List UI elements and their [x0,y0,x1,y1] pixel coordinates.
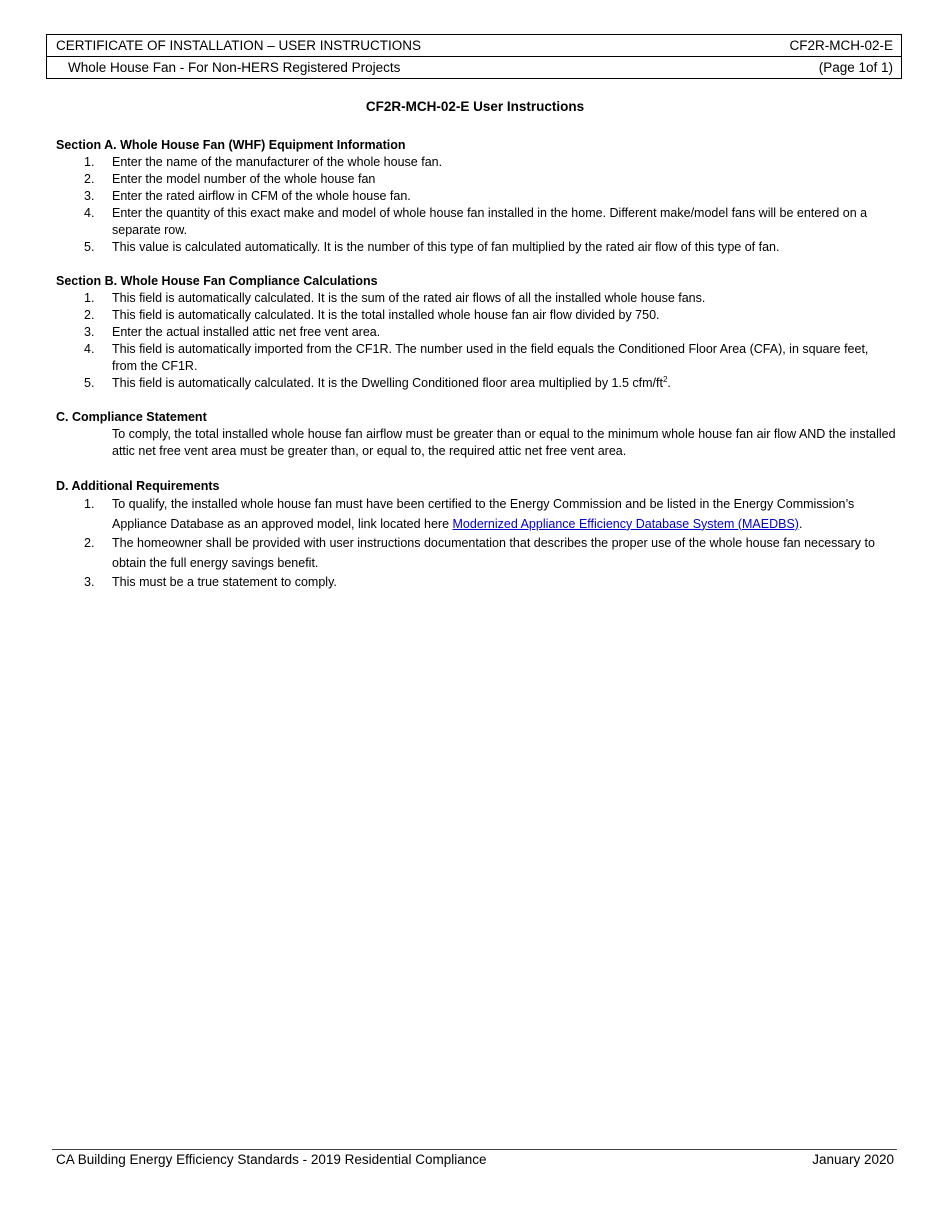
footer-standards: CA Building Energy Efficiency Standards - 2019 Residential Compliance [56,1152,487,1167]
document-title: CF2R-MCH-02-E User Instructions [365,99,585,114]
section-a [56,137,896,256]
maedbs-link[interactable]: Modernized Appliance Efficiency Database System (MAEDBS) [452,516,799,531]
item-text: To qualify, the installed whole house fan must have been certified to the Energy Commission and be listed in the Energy Commission’s Appliance Database as an approved model, link located here [112,497,855,531]
section-d-heading: D. Additional Requirements [56,479,220,493]
list-item [56,307,896,324]
form-title: CERTIFICATE OF INSTALLATION – USER INSTRUCTIONS [56,38,422,53]
superscript: 2 [662,374,668,384]
item-number: 1. [84,155,95,169]
list-item [56,534,896,573]
item-tail: . [798,516,803,531]
footer-divider [52,1149,897,1150]
item-text: Enter the rated airflow in CFM of the whole house fan. [112,189,411,203]
item-number: 3. [84,575,95,589]
item-text: This must be a true statement to comply. [112,575,337,589]
list-item [56,324,896,341]
item-text: The homeowner shall be provided with user instructions documentation that describes the proper use of the whole house fan necessary to obtain the full energy savings benefit. [112,536,875,570]
form-subheader-row [46,56,902,79]
item-text: This value is calculated automatically. It is the number of this type of fan multiplied by the rated air flow of this type of fan. [112,240,780,254]
item-number: 3. [84,325,95,339]
form-header-row [46,34,902,57]
list-item [56,290,896,307]
item-number: 3. [84,189,95,203]
list-item [56,188,896,205]
page-number: (Page 1of 1) [818,59,893,75]
item-number: 4. [84,342,95,356]
item-text: This field is automatically calculated. It is the sum of the rated air flows of all the installed whole house fans. [112,291,706,305]
item-text: This field is automatically imported from the CF1R. The number used in the field equals the Conditioned Floor Area (CFA), in square feet, from the CF1R. [112,342,869,373]
item-text: Enter the quantity of this exact make and model of whole house fan installed in the home. Different make/model fans will be entered on a separate row. [112,206,868,237]
footer-date: January 2020 [812,1152,894,1167]
item-text: This field is automatically calculated. It is the Dwelling Conditioned floor area multiplied by 1.5 cfm/ft [112,376,663,390]
item-number: 2. [84,308,95,322]
page-footer [56,1152,894,1167]
item-tail: . [667,376,671,390]
item-text: Enter the actual installed attic net free vent area. [112,325,381,339]
list-item [56,573,896,593]
item-number: 5. [84,376,95,390]
section-d [56,478,896,593]
item-number: 4. [84,206,95,220]
item-number: 1. [84,291,95,305]
list-item [56,375,896,392]
form-subtitle: Whole House Fan - For Non-HERS Registered Projects [68,59,401,75]
item-number: 2. [84,536,95,550]
section-c [56,409,896,460]
item-text: Enter the name of the manufacturer of the whole house fan. [112,155,443,169]
list-item [56,171,896,188]
item-number: 5. [84,240,95,254]
list-item [56,205,896,239]
compliance-statement: To comply, the total installed whole house fan airflow must be greater than or equal to the minimum whole house fan air flow AND the installed attic net free vent area must be greater than, or equal to, the required attic net free vent area. [112,427,896,458]
section-b [56,273,896,392]
section-b-heading: Section B. Whole House Fan Compliance Calculations [56,274,378,288]
item-text: This field is automatically calculated. It is the total installed whole house fan air flow divided by 750. [112,308,660,322]
list-item [56,154,896,171]
list-item [56,341,896,375]
list-item [56,495,896,534]
section-a-heading: Section A. Whole House Fan (WHF) Equipment Information [56,138,406,152]
item-text: Enter the model number of the whole house fan [112,172,376,186]
item-number: 2. [84,172,95,186]
form-code: CF2R-MCH-02-E [789,38,893,53]
section-c-heading: C. Compliance Statement [56,410,207,424]
list-item [56,239,896,256]
item-number: 1. [84,497,95,511]
